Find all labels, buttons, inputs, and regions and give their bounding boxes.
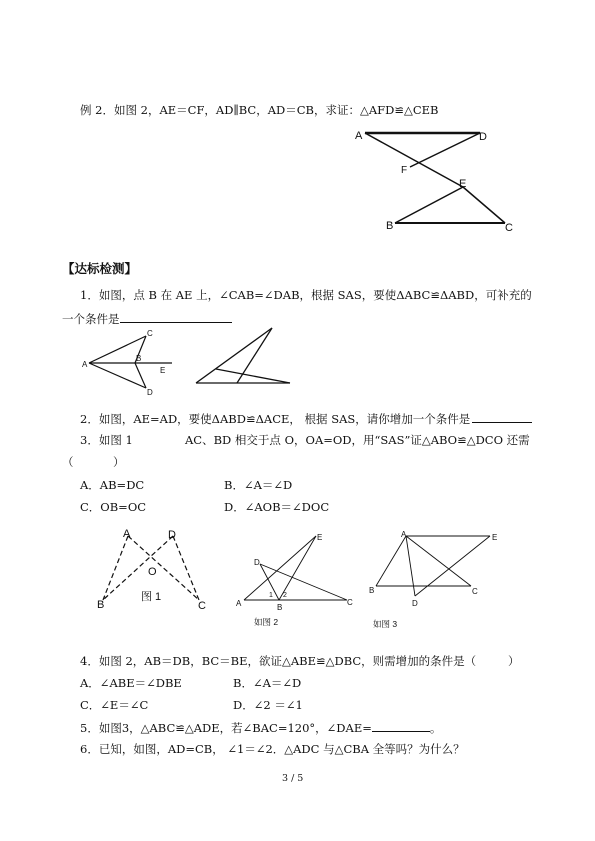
- q1-line1: 1．如图，点 B 在 AE 上，∠CAB=∠DAB，根据 SAS，要使ΔABC≌ΔABD，可补充的: [80, 288, 532, 302]
- figure-1: [95, 528, 215, 616]
- section-title: 【达标检测】: [62, 261, 138, 276]
- q1-label-e: E: [160, 366, 166, 375]
- q3-paren-open: （: [62, 455, 74, 469]
- label-f: F: [401, 165, 408, 176]
- q5-answer-blank[interactable]: [372, 720, 430, 732]
- q3-line1-b: AC、BD 相交于点 O，OA=OD，用“SAS”证△ABO≌△DCO 还需: [185, 433, 530, 447]
- q2-answer-blank[interactable]: [472, 411, 532, 423]
- q5-text: 5．如图3，△ABC≌△ADE，若∠BAC=120°，∠DAE=: [80, 721, 372, 735]
- fig1-label-b: B: [97, 599, 105, 611]
- fig2-label-1: 1: [269, 592, 273, 599]
- label-c: C: [505, 222, 513, 234]
- label-b: B: [386, 220, 394, 232]
- fig3-label-c: C: [472, 587, 478, 596]
- fig1-label-d: D: [168, 529, 176, 541]
- q6-text: 6．已知，如图，AD=CB， ∠1＝∠2．△ADC 与△CBA 全等吗？为什么？: [80, 742, 465, 756]
- fig3-label-a: A: [401, 530, 407, 539]
- q4-option-b[interactable]: B．∠A＝∠D: [233, 676, 302, 690]
- q4-option-a[interactable]: A．∠ABE＝∠DBE: [80, 676, 182, 690]
- page-number: 3 / 5: [282, 773, 304, 784]
- fig2-label-a: A: [236, 599, 242, 608]
- q1-label-d: D: [147, 388, 153, 397]
- q1-label-a: A: [82, 360, 88, 369]
- q2-text: 2．如图，AE=AD，要使ΔABD≌ΔACE， 根据 SAS，请你增加一个条件是: [80, 412, 471, 426]
- fig1-caption: 图 1: [141, 591, 162, 603]
- fig2-label-e: E: [317, 533, 323, 542]
- q1-answer-blank[interactable]: [120, 311, 232, 323]
- fig2-label-d: D: [254, 558, 260, 567]
- fig1-label-o: O: [148, 566, 157, 578]
- example-2-figure: [355, 125, 525, 235]
- q1-line2: [62, 311, 232, 326]
- example-2-text: 例 2．如图 2，AE＝CF，AD∥BC，AD＝CB，求证：△AFD≌△CEB: [80, 103, 439, 117]
- fig3-label-d: D: [412, 599, 418, 608]
- q1-figure-right: [192, 325, 297, 387]
- fig2-label-c: C: [347, 598, 353, 607]
- fig3-label-e: E: [492, 533, 498, 542]
- figure-2: [232, 528, 362, 628]
- q3-line1-a: 3．如图 1: [80, 433, 133, 447]
- label-e: E: [459, 178, 467, 190]
- fig1-label-c: C: [198, 600, 206, 612]
- q3-option-c[interactable]: C．OB=OC: [80, 500, 147, 514]
- q4-option-d[interactable]: D．∠2 ＝∠1: [233, 698, 303, 712]
- q3-option-d[interactable]: D．∠AOB＝∠DOC: [224, 500, 330, 514]
- fig2-label-2: 2: [283, 592, 287, 599]
- q1-label-c: C: [147, 329, 153, 338]
- q2-line: [80, 411, 532, 426]
- figure-3: [368, 528, 508, 628]
- fig2-label-b: B: [277, 603, 283, 612]
- q1-figure-left: [80, 327, 185, 397]
- q5-line: [80, 720, 441, 735]
- q4-text: 4．如图 2，AB＝DB，BC＝BE，欲证△ABE≌△DBC，则需增加的条件是（: [80, 654, 477, 668]
- q3-option-a[interactable]: A．AB=DC: [80, 478, 145, 492]
- fig3-label-b: B: [369, 586, 375, 595]
- q1-label-b: B: [136, 354, 142, 363]
- q1-line2-text: 一个条件是: [62, 312, 120, 326]
- q4-close: ）: [508, 654, 520, 668]
- fig1-label-a: A: [123, 528, 131, 540]
- fig2-caption: 如图 2: [254, 617, 279, 627]
- q3-paren-close: ）: [113, 455, 125, 469]
- q4-option-c[interactable]: C．∠E＝∠C: [80, 698, 149, 712]
- label-a: A: [355, 130, 363, 142]
- label-d: D: [479, 131, 487, 143]
- q3-option-b[interactable]: B．∠A＝∠D: [224, 478, 293, 492]
- q5-end: 。: [429, 721, 442, 735]
- fig3-caption: 如图 3: [373, 619, 398, 629]
